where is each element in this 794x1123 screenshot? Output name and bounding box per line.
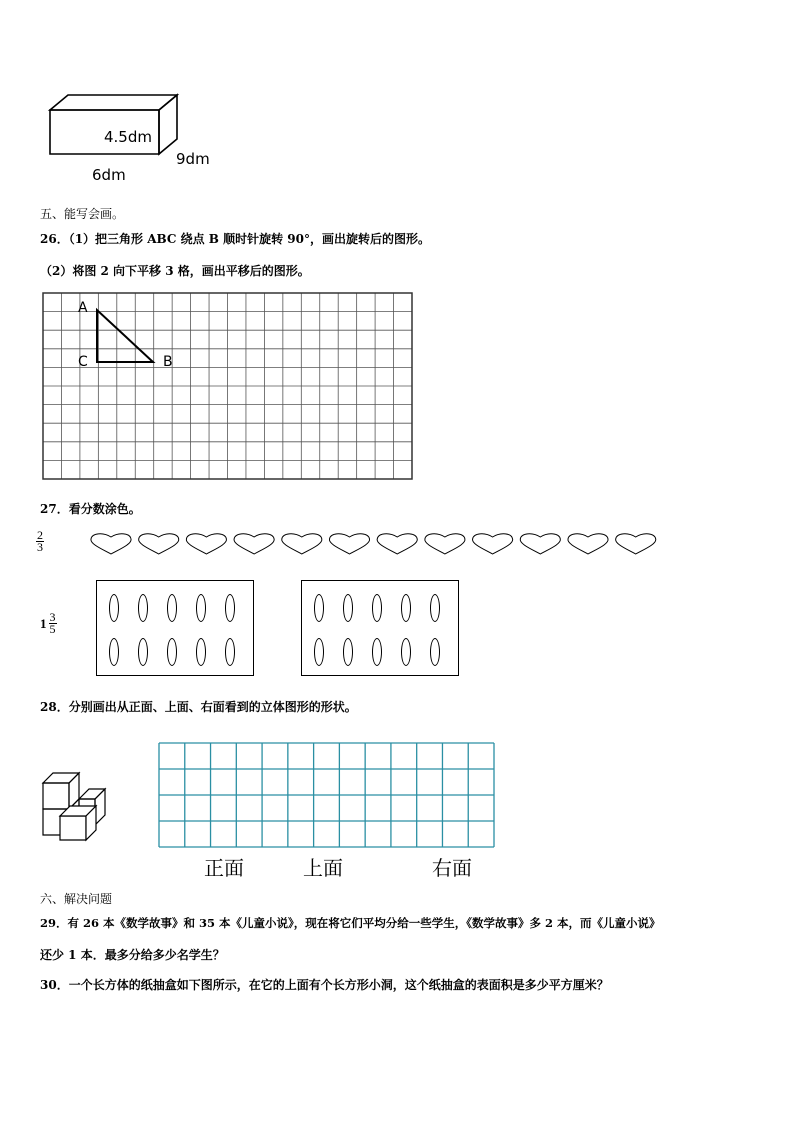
heart-shape xyxy=(377,534,417,554)
question-26-part1: 26．（1）把三角形 ABC 绕点 B 顺时针旋转 90°，画出旋转后的图形。 xyxy=(40,232,431,246)
rotation-grid xyxy=(42,292,416,482)
question-29-line2: 还少 1 本．最多分给多少名学生？ xyxy=(40,948,225,962)
heart-shape xyxy=(425,534,465,554)
heart-shape xyxy=(329,534,369,554)
triangle-abc xyxy=(97,310,153,362)
oval-rectangle-1 xyxy=(96,580,254,676)
point-c-label: C xyxy=(78,354,88,370)
question-26-part2: （2）将图 2 向下平移 3 格，画出平移后的图形。 xyxy=(40,264,310,278)
oval xyxy=(430,594,440,622)
height-label: 4.5dm xyxy=(104,128,152,146)
oval xyxy=(225,638,235,666)
point-b-label: B xyxy=(163,354,173,370)
oval xyxy=(372,594,382,622)
heart-shape xyxy=(186,534,226,554)
oval xyxy=(196,594,206,622)
hearts-row xyxy=(88,532,663,562)
heart-shape xyxy=(568,534,608,554)
oval xyxy=(401,638,411,666)
heart-shape xyxy=(520,534,560,554)
heart-shape xyxy=(616,534,656,554)
views-grid xyxy=(158,742,496,850)
oval xyxy=(343,638,353,666)
front-view-label: 正面 xyxy=(204,856,244,880)
mixed-fraction xyxy=(40,612,57,635)
question-30-text: 30．一个长方体的纸抽盒如下图所示，在它的上面有个长方形小洞，这个纸抽盒的表面积是多少平方厘米？ xyxy=(40,978,609,992)
oval xyxy=(138,594,148,622)
oval xyxy=(109,638,119,666)
mixed-whole: 1 xyxy=(40,616,47,631)
point-a-label: A xyxy=(78,300,88,316)
right-view-label: 右面 xyxy=(432,856,472,880)
depth-label: 9dm xyxy=(176,150,210,168)
cube-stack-figure xyxy=(40,770,112,842)
question-29-line1: 29．有 26 本《数学故事》和 35 本《儿童小说》，现在将它们平均分给一些学生，《数学故事》多 2 本，而《儿童小说》 xyxy=(40,916,661,930)
heart-shape xyxy=(139,534,179,554)
cuboid-figure xyxy=(46,92,186,162)
fraction-denominator: 5 xyxy=(49,622,56,636)
width-label: 6dm xyxy=(92,166,126,184)
mixed-fraction-part xyxy=(49,612,57,635)
oval xyxy=(314,638,324,666)
question-28-title: 28．分别画出从正面、上面、右面看到的立体图形的形状。 xyxy=(40,700,357,714)
oval xyxy=(401,594,411,622)
heart-shape xyxy=(91,534,131,554)
oval xyxy=(109,594,119,622)
fraction-two-thirds xyxy=(36,530,44,553)
heart-shape xyxy=(234,534,274,554)
oval xyxy=(430,638,440,666)
oval xyxy=(372,638,382,666)
oval xyxy=(343,594,353,622)
oval xyxy=(167,638,177,666)
fraction-numerator: 2 xyxy=(37,528,43,542)
oval xyxy=(167,594,177,622)
heart-shape xyxy=(282,534,322,554)
heart-shape xyxy=(473,534,513,554)
section-six-title: 六、解决问题 xyxy=(40,892,113,906)
fraction-denominator: 3 xyxy=(37,540,43,554)
oval xyxy=(314,594,324,622)
question-27-title: 27．看分数涂色。 xyxy=(40,502,141,516)
oval xyxy=(138,638,148,666)
oval xyxy=(196,638,206,666)
oval xyxy=(225,594,235,622)
top-view-label: 上面 xyxy=(303,856,343,880)
oval-rectangle-2 xyxy=(301,580,459,676)
fraction-numerator: 3 xyxy=(49,610,56,624)
section-five-title: 五、能写会画。 xyxy=(40,207,125,221)
